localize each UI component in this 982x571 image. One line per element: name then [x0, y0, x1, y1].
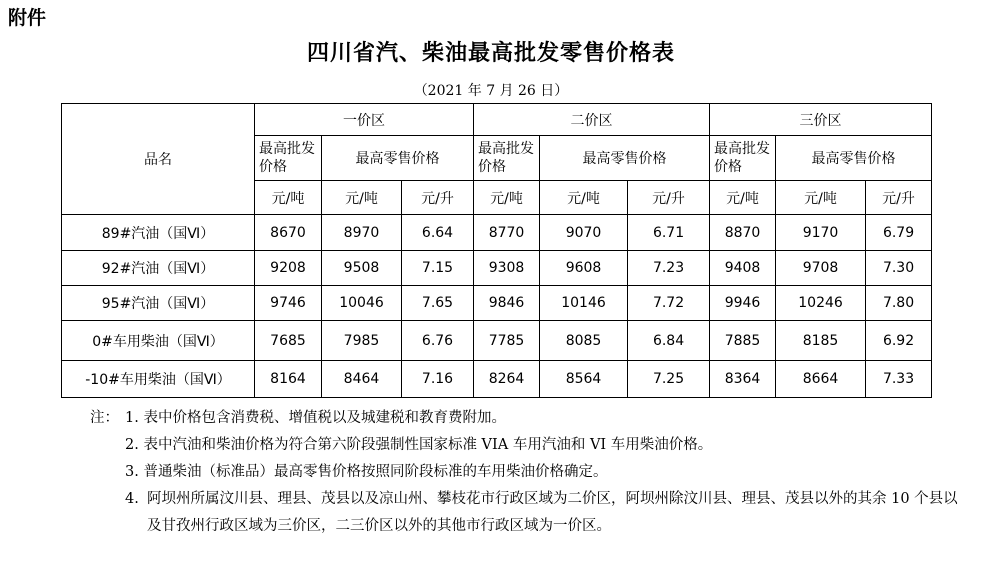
table-row [62, 215, 932, 251]
price-cell: 6.79 [866, 215, 932, 251]
price-cell: 7785 [474, 321, 540, 361]
note-text: 普通柴油（标准品）最高零售价格按照同阶段标准的车用柴油价格确定。 [143, 464, 608, 480]
unit-cell: 元/吨 [540, 181, 628, 215]
price-cell: 8364 [710, 361, 776, 398]
price-cell: 8464 [322, 361, 402, 398]
page-title: 四川省汽、柴油最高批发零售价格表 [306, 41, 675, 66]
price-cell: 6.84 [628, 321, 710, 361]
price-cell: 9846 [474, 286, 540, 321]
price-cell: 7.72 [628, 286, 710, 321]
price-cell: 7.80 [866, 286, 932, 321]
price-cell: 10246 [776, 286, 866, 321]
price-cell: 7.15 [402, 251, 474, 286]
unit-cell: 元/吨 [474, 181, 540, 215]
retail-header: 最高零售价格 [776, 136, 932, 181]
price-cell: 9208 [255, 251, 322, 286]
price-cell: 9708 [776, 251, 866, 286]
retail-header: 最高零售价格 [322, 136, 474, 181]
price-cell: 9946 [710, 286, 776, 321]
price-cell: 9608 [540, 251, 628, 286]
price-cell: 9170 [776, 215, 866, 251]
zone-1-header: 一价区 [255, 104, 474, 136]
unit-cell: 元/升 [866, 181, 932, 215]
price-cell: 8564 [540, 361, 628, 398]
price-cell: 7985 [322, 321, 402, 361]
price-cell: 8264 [474, 361, 540, 398]
note-number: 3. [125, 464, 139, 480]
price-cell: 9746 [255, 286, 322, 321]
zone-2-header: 二价区 [474, 104, 710, 136]
attachment-label: 附件 [8, 7, 47, 29]
unit-cell: 元/升 [402, 181, 474, 215]
price-cell: 8970 [322, 215, 402, 251]
note-text: 阿坝州所属汶川县、理县、茂县以及凉山州、攀枝花市行政区域为二价区，阿坝州除汶川县、理县、茂县以外的其余 10 个县以及甘孜州行政区域为三价区，二三价区以外的其他市行政区域为一价区。 [147, 491, 958, 534]
notes-section [90, 405, 967, 540]
price-cell: 7.16 [402, 361, 474, 398]
table-row [62, 361, 932, 398]
price-cell: 7.23 [628, 251, 710, 286]
retail-header: 最高零售价格 [540, 136, 710, 181]
price-table [61, 103, 932, 398]
table-row [62, 286, 932, 321]
wholesale-header: 最高批发价格 [474, 136, 540, 181]
product-name: 95#汽油（国Ⅵ） [62, 286, 255, 321]
zone-3-header: 三价区 [710, 104, 932, 136]
unit-cell: 元/吨 [255, 181, 322, 215]
name-header: 品名 [62, 104, 255, 215]
date-line: （2021 年 7 月 26 日） [413, 83, 569, 99]
price-cell: 6.92 [866, 321, 932, 361]
price-cell: 8664 [776, 361, 866, 398]
note-item [90, 486, 967, 540]
price-cell: 7.30 [866, 251, 932, 286]
product-name: 0#车用柴油（国Ⅵ） [62, 321, 255, 361]
price-cell: 6.71 [628, 215, 710, 251]
price-cell: 10046 [322, 286, 402, 321]
price-cell: 8670 [255, 215, 322, 251]
price-cell: 7885 [710, 321, 776, 361]
wholesale-header: 最高批发价格 [255, 136, 322, 181]
price-cell: 10146 [540, 286, 628, 321]
price-cell: 9408 [710, 251, 776, 286]
table-row [62, 321, 932, 361]
price-cell: 6.64 [402, 215, 474, 251]
note-item [90, 405, 967, 432]
price-cell: 7.33 [866, 361, 932, 398]
product-name: 92#汽油（国Ⅵ） [62, 251, 255, 286]
price-cell: 8085 [540, 321, 628, 361]
price-cell: 7.25 [628, 361, 710, 398]
notes-prefix: 注： [90, 410, 119, 426]
price-cell: 9508 [322, 251, 402, 286]
price-cell: 9070 [540, 215, 628, 251]
note-text: 表中价格包含消费税、增值税以及城建税和教育费附加。 [143, 410, 506, 426]
price-cell: 8164 [255, 361, 322, 398]
table-row [62, 251, 932, 286]
note-item [90, 459, 967, 486]
unit-cell: 元/吨 [322, 181, 402, 215]
note-text: 表中汽油和柴油价格为符合第六阶段强制性国家标准 VIA 车用汽油和 VI 车用柴油价格。 [143, 437, 713, 453]
price-cell: 6.76 [402, 321, 474, 361]
price-cell: 7685 [255, 321, 322, 361]
price-cell: 8770 [474, 215, 540, 251]
note-number: 2. [125, 437, 139, 453]
unit-cell: 元/升 [628, 181, 710, 215]
note-number: 1. [125, 410, 139, 426]
wholesale-header: 最高批发价格 [710, 136, 776, 181]
product-name: -10#车用柴油（国Ⅵ） [62, 361, 255, 398]
price-cell: 9308 [474, 251, 540, 286]
note-item [90, 432, 967, 459]
price-cell: 7.65 [402, 286, 474, 321]
note-number: 4. [125, 491, 139, 507]
price-cell: 8185 [776, 321, 866, 361]
product-name: 89#汽油（国Ⅵ） [62, 215, 255, 251]
price-cell: 8870 [710, 215, 776, 251]
unit-cell: 元/吨 [776, 181, 866, 215]
unit-cell: 元/吨 [710, 181, 776, 215]
